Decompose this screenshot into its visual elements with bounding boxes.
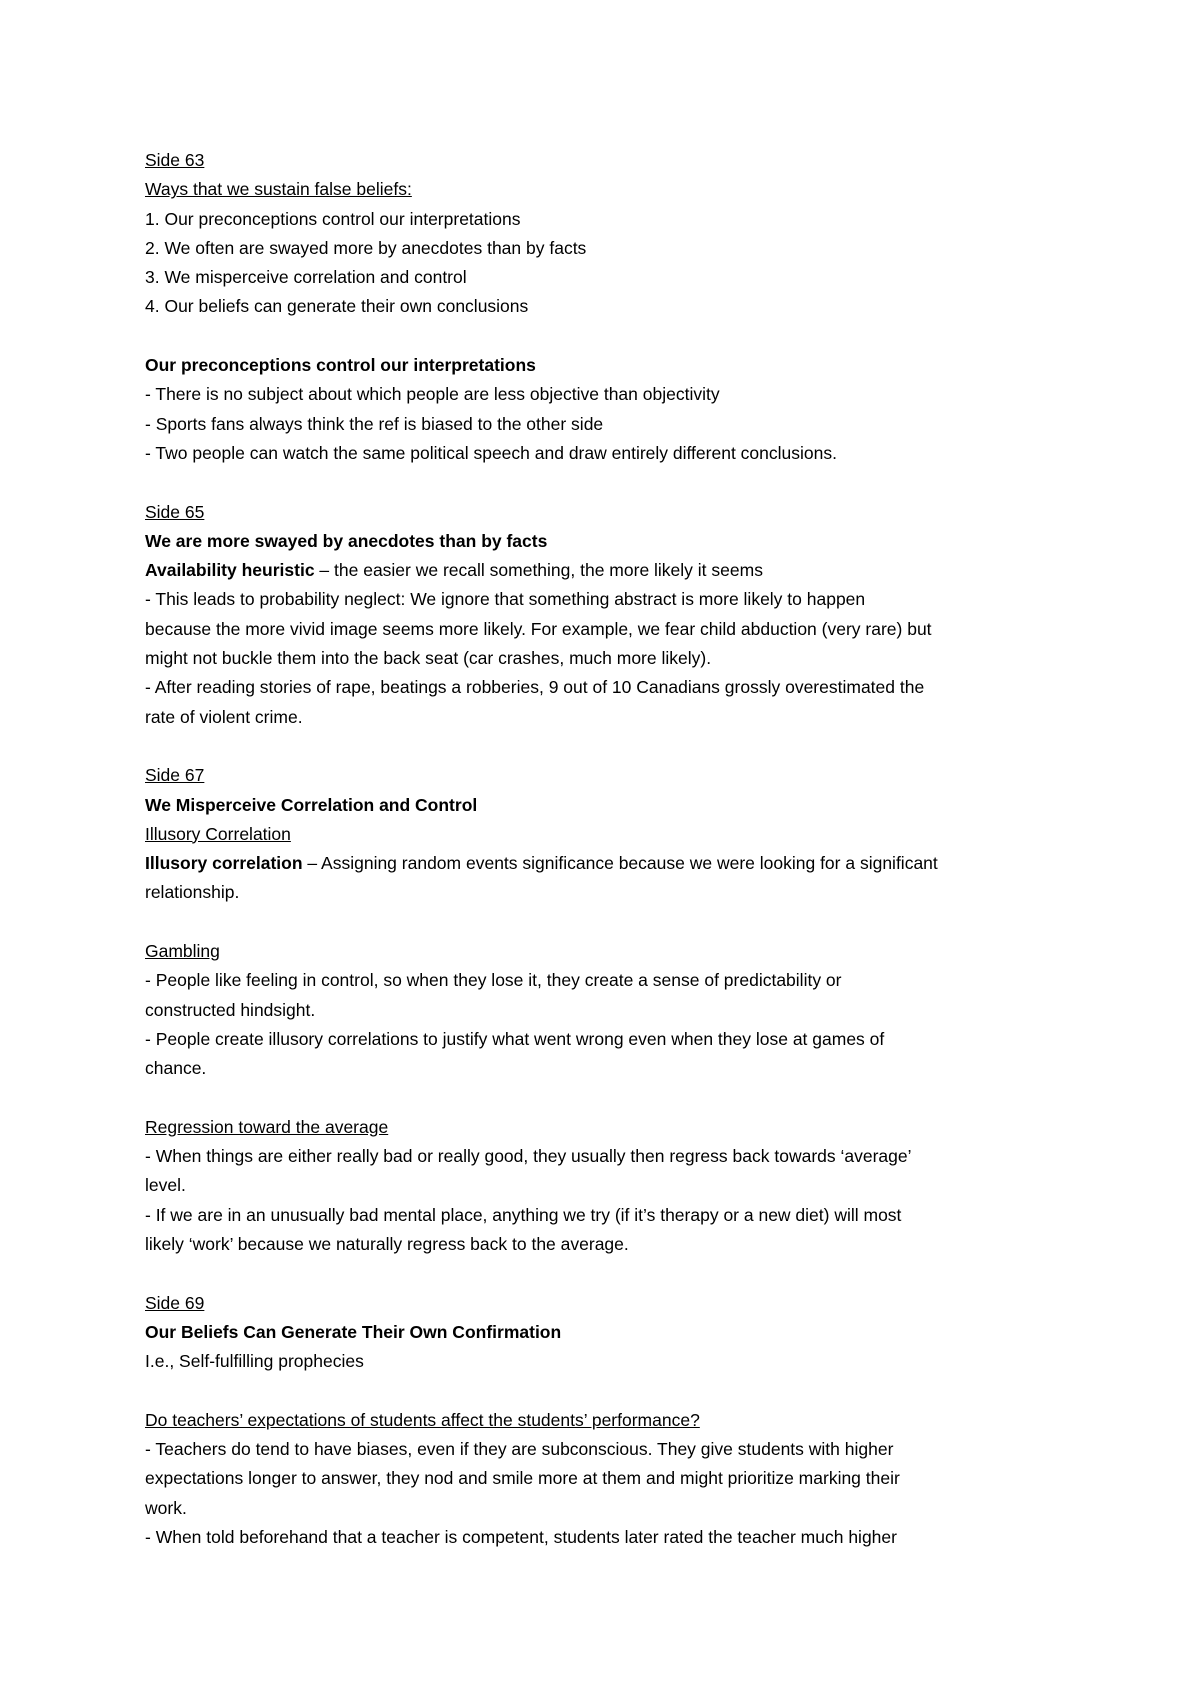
section-heading: We Misperceive Correlation and Control (145, 794, 478, 815)
body-line: work. (145, 1497, 187, 1518)
body-line: - When told beforehand that a teacher is competent, students later rated the teacher much higher (145, 1526, 897, 1547)
spacer (145, 1084, 1095, 1113)
list-item: 3. We misperceive correlation and control (145, 267, 467, 288)
body-line: - People like feeling in control, so when they lose it, they create a sense of predictability or (145, 970, 842, 991)
body-line: level. (145, 1175, 186, 1196)
body-line: chance. (145, 1058, 207, 1079)
list-item: 2. We often are swayed more by anecdotes than by facts (145, 237, 587, 258)
term: Availability heuristic (145, 560, 315, 581)
subheading: Do teachers’ expectations of students affect the students’ performance? (145, 1409, 700, 1430)
slide-label: Side 65 (145, 501, 205, 522)
body-line: likely ‘work’ because we naturally regress back to the average. (145, 1233, 629, 1254)
slide-label: Side 69 (145, 1292, 205, 1313)
spacer (145, 322, 1095, 351)
list-item: 4. Our beliefs can generate their own conclusions (145, 296, 529, 317)
body-line: - After reading stories of rape, beatings a robberies, 9 out of 10 Canadians grossly overestimated the (145, 677, 925, 698)
spacer (145, 1376, 1095, 1405)
section-heading: We are more swayed by anecdotes than by facts (145, 530, 548, 551)
slide-label: Side 63 (145, 150, 205, 170)
spacer (145, 468, 1095, 497)
body-line: constructed hindsight. (145, 999, 316, 1020)
subheading: Illusory Correlation (145, 823, 291, 844)
body-line: - This leads to probability neglect: We ignore that something abstract is more likely to happen (145, 589, 866, 610)
section-heading: Our preconceptions control our interpretations (145, 355, 536, 376)
body-line: - Teachers do tend to have biases, even if they are subconscious. They give students with higher (145, 1439, 894, 1460)
subheading: Gambling (145, 941, 220, 962)
bullet-line: - There is no subject about which people are less objective than objectivity (145, 384, 720, 405)
section-heading: Our Beliefs Can Generate Their Own Confirmation (145, 1321, 562, 1342)
spacer (145, 732, 1095, 761)
body-line: expectations longer to answer, they nod and smile more at them and might prioritize marking their (145, 1468, 900, 1489)
spacer (145, 908, 1095, 937)
definition: – the easier we recall something, the more likely it seems (314, 560, 763, 581)
subtitle: I.e., Self-fulfilling prophecies (145, 1351, 364, 1372)
list-heading: Ways that we sustain false beliefs: (145, 179, 412, 200)
bullet-line: - Sports fans always think the ref is biased to the other side (145, 413, 604, 434)
subheading: Regression toward the average (145, 1116, 389, 1137)
body-line: - When things are either really bad or really good, they usually then regress back towards ‘average’ (145, 1146, 912, 1167)
slide-label: Side 67 (145, 765, 205, 786)
body-line: relationship. (145, 882, 240, 903)
list-item: 1. Our preconceptions control our interpretations (145, 208, 521, 229)
body-line: might not buckle them into the back seat (car crashes, much more likely). (145, 648, 712, 669)
body-line: - If we are in an unusually bad mental place, anything we try (if it’s therapy or a new diet) will most (145, 1204, 902, 1225)
body-line: rate of violent crime. (145, 706, 303, 727)
definition-line (145, 849, 1095, 878)
definition: – Assigning random events significance because we were looking for a significant (302, 853, 938, 874)
document-body (145, 146, 1095, 1552)
body-line: because the more vivid image seems more likely. For example, we fear child abduction (very rare) but (145, 618, 932, 639)
spacer (145, 1259, 1095, 1288)
body-line: - People create illusory correlations to justify what went wrong even when they lose at games of (145, 1028, 885, 1049)
definition-line (145, 556, 1095, 585)
term: Illusory correlation (145, 853, 303, 874)
bullet-line: - Two people can watch the same political speech and draw entirely different conclusions. (145, 442, 837, 463)
